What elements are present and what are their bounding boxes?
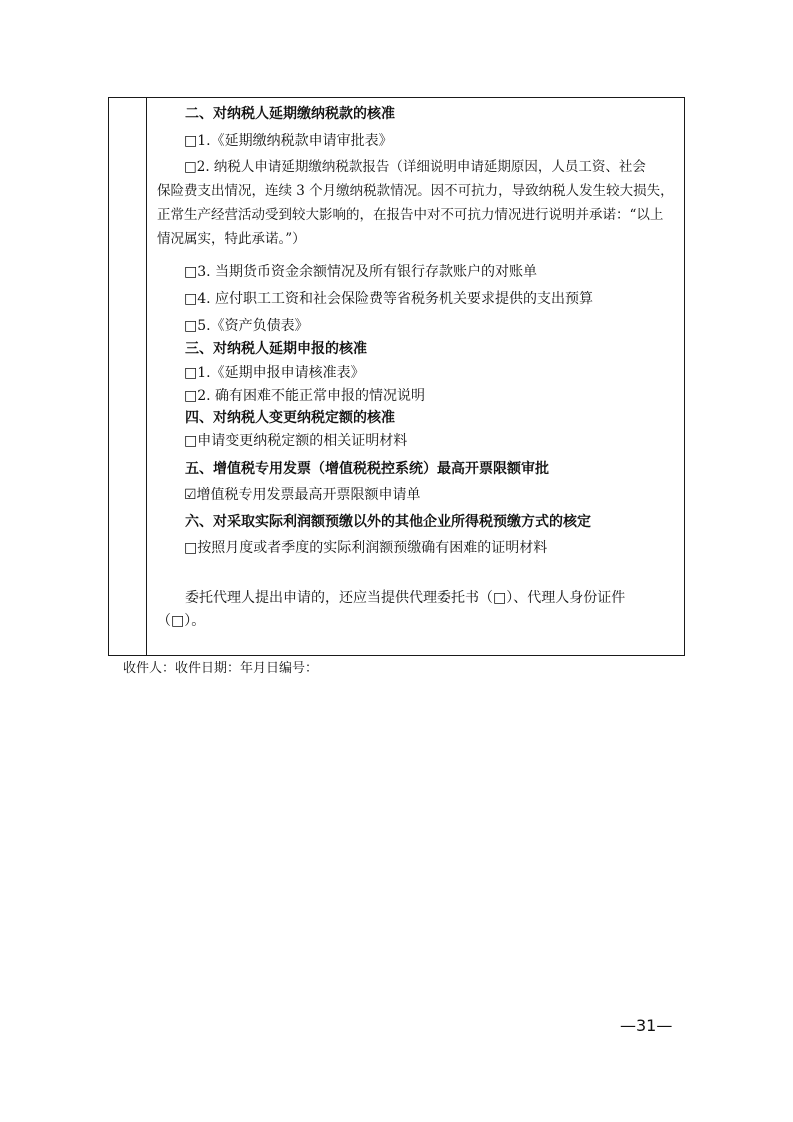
section-4-title: 四、对纳税人变更纳税定额的核准 [185,410,395,426]
s3-item-1: □1.《延期申报申请核准表》 [184,365,365,381]
section-5-title: 五、增值税专用发票（增值税税控系统）最高开票限额审批 [185,461,549,477]
section-6-title: 六、对采取实际利润额预缴以外的其他企业所得税预缴方式的核定 [185,514,591,530]
s2-item-1: □1.《延期缴纳税款申请审批表》 [184,133,393,149]
s5-item-1: ☑增值税专用发票最高开票限额申请单 [184,487,421,503]
agent-note-line-1: 委托代理人提出申请的，还应当提供代理委托书（□）、代理人身份证件 [185,590,626,606]
s2-item-5: □5.《资产负债表》 [184,318,309,334]
s4-item-1: □申请变更纳税定额的相关证明材料 [184,433,408,449]
materials-list [147,98,684,655]
section-2-title: 二、对纳税人延期缴纳税款的核准 [185,106,395,122]
s6-item-1: □按照月度或者季度的实际利润额预缴确有困难的证明材料 [184,540,548,556]
application-materials-table [108,97,685,656]
s2-item-2-line-4: 情况属实，特此承诺。”） [157,231,306,247]
s2-item-2-line-1: □2. 纳税人申请延期缴纳税款报告（详细说明申请延期原因，人员工资、社会 [184,159,646,175]
receipt-info: 收件人：收件日期：年月日编号： [123,661,319,676]
s3-item-2: □2. 确有困难不能正常申报的情况说明 [184,388,426,404]
s2-item-2-line-2: 保险费支出情况，连续 3 个月缴纳税款情况。因不可抗力，导致纳税人发生较大损失， [157,183,674,199]
agent-note-line-2: （□）。 [157,613,206,629]
s2-item-3: □3. 当期货币资金余额情况及所有银行存款账户的对账单 [184,264,538,280]
section-3-title: 三、对纳税人延期申报的核准 [185,341,367,357]
s2-item-2-line-3: 正常生产经营活动受到较大影响的，在报告中对不可抗力情况进行说明并承诺：“以上 [157,207,664,223]
table-label-column [109,98,147,655]
page-number: —31— [620,1016,673,1035]
s2-item-4: □4. 应付职工工资和社会保险费等省税务机关要求提供的支出预算 [184,291,594,307]
